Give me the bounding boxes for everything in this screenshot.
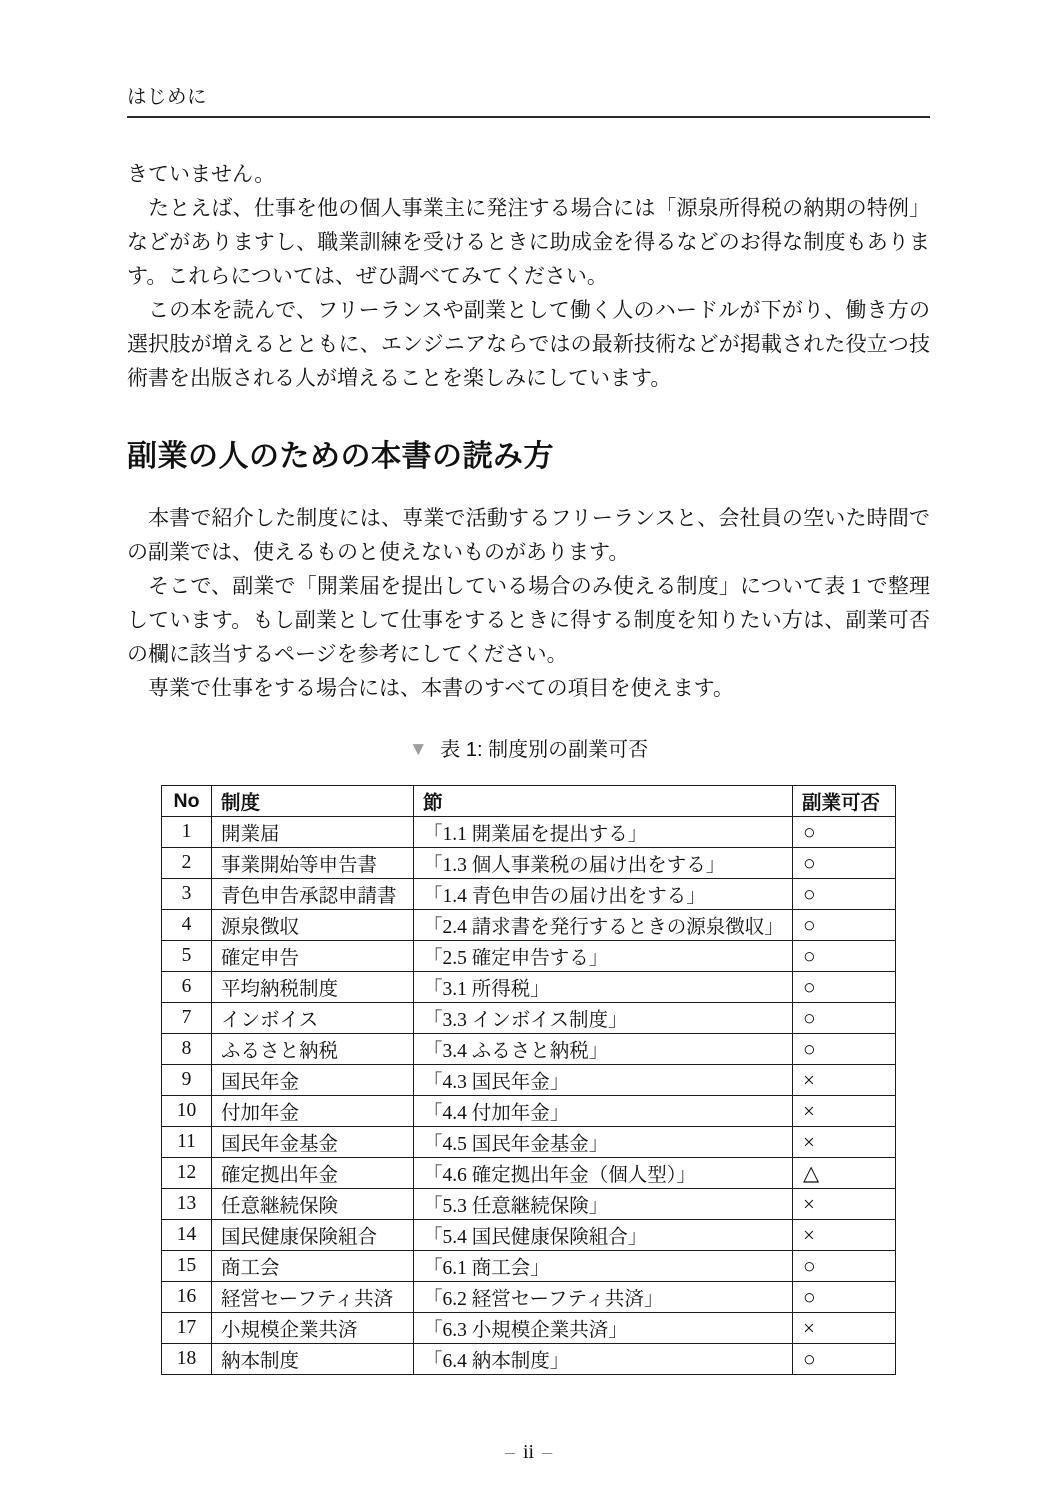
cell-system: 事業開始等申告書 — [212, 848, 414, 879]
cell-section: 「1.3 個人事業税の届け出をする」 — [414, 848, 793, 879]
cell-section: 「3.1 所得税」 — [414, 972, 793, 1003]
cell-system: 源泉徴収 — [212, 910, 414, 941]
cell-system: 平均納税制度 — [212, 972, 414, 1003]
cell-no: 8 — [162, 1034, 212, 1065]
cell-section: 「6.4 納本制度」 — [414, 1344, 793, 1375]
cell-allowed: × — [793, 1096, 896, 1127]
cell-section: 「3.4 ふるさと納税」 — [414, 1034, 793, 1065]
table-caption-text: 表 1: 制度別の副業可否 — [440, 739, 649, 761]
caption-triangle-icon: ▼ — [408, 739, 428, 760]
cell-system: 青色申告承認申請書 — [212, 879, 414, 910]
column-header-system: 制度 — [212, 786, 414, 817]
cell-section: 「5.3 任意継続保険」 — [414, 1189, 793, 1220]
cell-no: 9 — [162, 1065, 212, 1096]
table-row — [162, 879, 896, 910]
cell-section: 「1.1 開業届を提出する」 — [414, 817, 793, 848]
cell-section: 「2.4 請求書を発行するときの源泉徴収」 — [414, 910, 793, 941]
table-row — [162, 972, 896, 1003]
cell-no: 6 — [162, 972, 212, 1003]
cell-system: 国民年金 — [212, 1065, 414, 1096]
cell-allowed: × — [793, 1189, 896, 1220]
cell-no: 10 — [162, 1096, 212, 1127]
table-row — [162, 1127, 896, 1158]
cell-section: 「6.1 商工会」 — [414, 1251, 793, 1282]
column-header-no: No — [162, 786, 212, 817]
cell-no: 15 — [162, 1251, 212, 1282]
cell-allowed: ○ — [793, 1003, 896, 1034]
paragraph: たとえば、仕事を他の個人事業主に発注する場合には「源泉所得税の納期の特例」などがありますし、職業訓練を受けるときに助成金を得るなどのお得な制度もあります。これらについては、ぜひ調べてみてください。 — [127, 196, 930, 288]
table-row — [162, 1158, 896, 1189]
cell-section: 「1.4 青色申告の届け出をする」 — [414, 879, 793, 910]
table-row — [162, 1003, 896, 1034]
cell-allowed: × — [793, 1313, 896, 1344]
table-caption — [127, 736, 930, 764]
cell-no: 18 — [162, 1344, 212, 1375]
cell-no: 3 — [162, 879, 212, 910]
table-row — [162, 1282, 896, 1313]
cell-no: 1 — [162, 817, 212, 848]
cell-system: 付加年金 — [212, 1096, 414, 1127]
cell-system: 国民健康保険組合 — [212, 1220, 414, 1251]
table-row — [162, 1220, 896, 1251]
cell-allowed: ○ — [793, 972, 896, 1003]
footer-dash-right: – — [542, 1441, 553, 1463]
cell-system: 任意継続保険 — [212, 1189, 414, 1220]
table-row — [162, 1313, 896, 1344]
cell-allowed: ○ — [793, 1282, 896, 1313]
cell-no: 5 — [162, 941, 212, 972]
page-content — [127, 0, 930, 1375]
cell-system: 国民年金基金 — [212, 1127, 414, 1158]
paragraph: きていません。 — [127, 162, 276, 186]
page-footer — [127, 1438, 930, 1466]
cell-system: ふるさと納税 — [212, 1034, 414, 1065]
cell-allowed: ○ — [793, 817, 896, 848]
table-row — [162, 817, 896, 848]
cell-allowed: × — [793, 1065, 896, 1096]
cell-allowed: ○ — [793, 848, 896, 879]
cell-allowed: × — [793, 1127, 896, 1158]
cell-allowed: × — [793, 1220, 896, 1251]
cell-no: 7 — [162, 1003, 212, 1034]
cell-section: 「6.2 経営セーフティ共済」 — [414, 1282, 793, 1313]
cell-no: 17 — [162, 1313, 212, 1344]
cell-section: 「6.3 小規模企業共済」 — [414, 1313, 793, 1344]
cell-system: 経営セーフティ共済 — [212, 1282, 414, 1313]
table-row — [162, 848, 896, 879]
cell-system: 開業届 — [212, 817, 414, 848]
cell-section: 「5.4 国民健康保険組合」 — [414, 1220, 793, 1251]
cell-no: 2 — [162, 848, 212, 879]
cell-section: 「4.5 国民年金基金」 — [414, 1127, 793, 1158]
cell-allowed: ○ — [793, 1034, 896, 1065]
running-header — [127, 84, 930, 118]
cell-allowed: ○ — [793, 910, 896, 941]
cell-system: 確定拠出年金 — [212, 1158, 414, 1189]
running-header-title: はじめに — [127, 86, 208, 108]
cell-no: 14 — [162, 1220, 212, 1251]
paragraph: そこで、副業で「開業届を提出している場合のみ使える制度」について表 1 で整理しています。もし副業として仕事をするときに得する制度を知りたい方は、副業可否の欄に該当するページを参考にしてください。 — [127, 574, 930, 666]
table-row — [162, 1034, 896, 1065]
cell-no: 12 — [162, 1158, 212, 1189]
table-row — [162, 1065, 896, 1096]
side-business-availability-table — [161, 785, 896, 1375]
cell-section: 「3.3 インボイス制度」 — [414, 1003, 793, 1034]
table-row — [162, 910, 896, 941]
cell-allowed: ○ — [793, 941, 896, 972]
column-header-allowed: 副業可否 — [793, 786, 896, 817]
column-header-section: 節 — [414, 786, 793, 817]
cell-allowed: △ — [793, 1158, 896, 1189]
table-row — [162, 1189, 896, 1220]
table-row — [162, 1096, 896, 1127]
table-body — [162, 817, 896, 1375]
table-header — [162, 786, 896, 817]
cell-section: 「4.6 確定拠出年金（個人型）」 — [414, 1158, 793, 1189]
cell-system: 納本制度 — [212, 1344, 414, 1375]
table-header-row — [162, 786, 896, 817]
paragraph: この本を読んで、フリーランスや副業として働く人のハードルが下がり、働き方の選択肢が増えるとともに、エンジニアならではの最新技術などが掲載された役立つ技術書を出版される人が増えることを楽しみにしています。 — [127, 298, 930, 390]
paragraph: 本書で紹介した制度には、専業で活動するフリーランスと、会社員の空いた時間での副業では、使えるものと使えないものがあります。 — [127, 506, 930, 564]
cell-allowed: ○ — [793, 1251, 896, 1282]
cell-no: 13 — [162, 1189, 212, 1220]
cell-system: 小規模企業共済 — [212, 1313, 414, 1344]
cell-allowed: ○ — [793, 1344, 896, 1375]
cell-system: 商工会 — [212, 1251, 414, 1282]
section-heading: 副業の人のための本書の読み方 — [127, 440, 554, 473]
cell-section: 「4.4 付加年金」 — [414, 1096, 793, 1127]
cell-no: 4 — [162, 910, 212, 941]
cell-no: 16 — [162, 1282, 212, 1313]
paragraph: 専業で仕事をする場合には、本書のすべての項目を使えます。 — [148, 676, 734, 700]
cell-section: 「2.5 確定申告する」 — [414, 941, 793, 972]
cell-system: 確定申告 — [212, 941, 414, 972]
cell-system: インボイス — [212, 1003, 414, 1034]
table-row — [162, 941, 896, 972]
cell-section: 「4.3 国民年金」 — [414, 1065, 793, 1096]
table-row — [162, 1344, 896, 1375]
footer-page-number: ii — [522, 1441, 535, 1463]
table-row — [162, 1251, 896, 1282]
cell-no: 11 — [162, 1127, 212, 1158]
footer-dash-left: – — [504, 1441, 515, 1463]
cell-allowed: ○ — [793, 879, 896, 910]
